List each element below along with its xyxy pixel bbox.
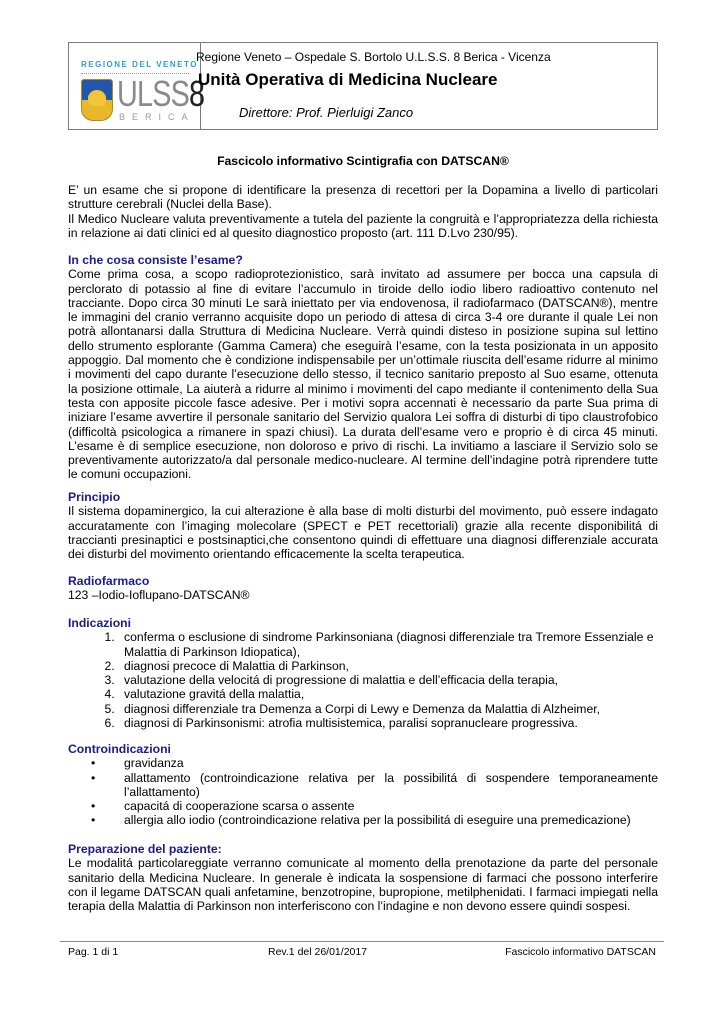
- list-item: 2. diagnosi precoce di Malattia di Parkinson,: [118, 659, 658, 673]
- logo-region-text: REGIONE DEL VENETO: [81, 60, 198, 69]
- section-heading: Preparazione del paziente:: [68, 842, 222, 856]
- section-body: Come prima cosa, a scopo radioprotezionistico, sarà invitato ad assumere per bocca una capsula di perclorato di potassio al fine di evitare l’accumulo in tiroide dello iodio libero radioattivo contenuto nel tracciante. Dopo circa 30 minuti Le sarà iniettato per via endovenosa, il radiofarmaco (DATSCAN®), mentre le immagini del cranio verranno acquisite dopo un periodo di attesa di circa 3-4 ore durante il quale Lei non potrà allontanarsi dalla Struttura di Medicina Nucleare. Verrà quindi disteso in posizione supina sul lettino dello strumento esplorante (Gamma Camera) che eseguirà l’esame, con la testa posizionata in un apposito appoggio. Dal momento che è condizione indispensabile per un’ottimale riuscita dell’esame ridurre al minimo i movimenti del capo durante l’esecuzione dello stesso, il tecnico sanitario preposto al Suo esame, ottenuta la posizione ottimale, La aiuterà a ridurre al minimo i movimenti del capo mediante il contenimento della Sua testa con apposite piccole fasce adesive. Per i motivi sopra accennati è necessario da parte Sua prima di iniziare l’esame avvertire il personale sanitario del Servizio qualora Lei soffra di disturbi di tipo claustrofobico (difficoltà psicologica a rimanere in spazi chiusi). La durata dell’esame vero e proprio è di circa 45 minuti. L’esame è di semplice esecuzione, non doloroso e privo di rischi. La invitiamo a lasciare il Servizio solo se preventivamente autorizzato/a dal personale medico-nucleare. Al termine dell’indagine potrà riprendere tutte le comuni occupazioni.: [68, 267, 658, 482]
- section-body: Il sistema dopaminergico, la cui alterazione è alla base di molti disturbi del movimento, può essere indagato accuratamente con l’imaging molecolare (SPECT e PET recettoriali) grazie alla recente disponibilitá di traccianti presinaptici e postsinaptici,che consentono quindi di effettuare una diagnosi differenziale accurata dei disturbi del movimento orientando efficacemente la scelta terapeutica.: [68, 504, 658, 562]
- intro-paragraph-1: E’ un esame che si propone di identificare la presenza di recettori per la Dopamina a livello di particolari strutture cerebrali (Nuclei della Base).: [68, 183, 658, 212]
- list-item: 1. conferma o esclusione di sindrome Parkinsoniana (diagnosi differenziale tra Tremore Essenziale e Malattia di Parkinson Idiopatica),: [118, 630, 658, 659]
- list-item: 4. valutazione gravitá della malattia,: [118, 687, 658, 701]
- list-item: • allergia allo iodio (controindicazione relativa per la possibilitá di eseguire una premedicazione): [118, 813, 658, 827]
- list-item: • capacitá di cooperazione scarsa o assente: [118, 799, 658, 813]
- section-indicazioni: [68, 616, 658, 730]
- section-principio: [68, 490, 658, 561]
- list-item: 3. valutazione della velocitá di progressione di malattia e dell’efficacia della terapia,: [118, 673, 658, 687]
- section-controindicazioni: [68, 742, 658, 828]
- document-title: Fascicolo informativo Scintigrafia con DATSCAN®: [217, 154, 509, 168]
- footer-doc-name: Fascicolo informativo DATSCAN: [505, 946, 656, 958]
- section-heading: Indicazioni: [68, 616, 131, 630]
- page-number: Pag. 1 di 1: [68, 946, 119, 958]
- section-heading: Controindicazioni: [68, 742, 171, 756]
- hospital-name: Regione Veneto – Ospedale S. Bortolo U.L.S.S. 8 Berica - Vicenza: [196, 50, 551, 64]
- director-name: Direttore: Prof. Pierluigi Zanco: [239, 105, 414, 120]
- indications-list: [68, 630, 658, 730]
- section-esame: [68, 253, 658, 482]
- lion-of-st-mark-shield-icon: [81, 79, 113, 121]
- section-preparazione: [68, 842, 658, 913]
- section-radiofarmaco: [68, 574, 658, 603]
- letterhead: [68, 42, 658, 130]
- section-body: 123 –Iodio-Ioflupano-DATSCAN®: [68, 588, 250, 603]
- logo-berica-text: BERICA: [119, 112, 195, 122]
- revision-info: Rev.1 del 26/01/2017: [268, 946, 368, 958]
- list-item: • allattamento (controindicazione relativa per la possibilitá di sospendere temporaneamente l’allattamento): [118, 771, 658, 800]
- footer-divider: [60, 941, 664, 942]
- department-name: Unità Operativa di Medicina Nucleare: [198, 70, 498, 89]
- logo-ulss-number: 8: [189, 73, 205, 114]
- section-heading: Radiofarmaco: [68, 574, 150, 588]
- list-item: 6. diagnosi di Parkinsonismi: atrofia multisistemica, paralisi sopranucleare progressiva.: [118, 716, 658, 730]
- list-item: • gravidanza: [118, 756, 658, 770]
- letterhead-titles: [196, 43, 657, 129]
- contraindications-list: [68, 756, 658, 827]
- document-page: [68, 42, 658, 914]
- list-item: 5. diagnosi differenziale tra Demenza a Corpi di Lewy e Demenza da Malattia di Alzheimer,: [118, 702, 658, 716]
- ulss8-logo: [69, 43, 205, 129]
- section-heading: In che cosa consiste l’esame?: [68, 253, 243, 267]
- logo-ulss-word: ULSS: [117, 73, 190, 114]
- section-heading: Principio: [68, 490, 121, 504]
- intro-paragraph-2: Il Medico Nucleare valuta preventivamente a tutela del paziente la congruità e l’appropriatezza della richiesta in relazione ai dati clinici ed al quesito diagnostico proposto (art. 111 D.Lvo 230/95).: [68, 211, 658, 240]
- intro-section: [68, 183, 658, 240]
- section-body: Le modalitá particolareggiate verranno comunicate al momento della prenotazione da parte del personale sanitario della Medicina Nucleare. In generale è indicata la sospensione di farmaci che possono interferire con il legame DATSCAN quali anfetamine, benzotropine, bupropione, metilphenidati. I farmaci impiegati nella terapia della Malattia di Parkinson non interferiscono con l’indagine e non devono essere quindi sospesi.: [68, 856, 658, 914]
- logo-ulss-text: [117, 73, 205, 114]
